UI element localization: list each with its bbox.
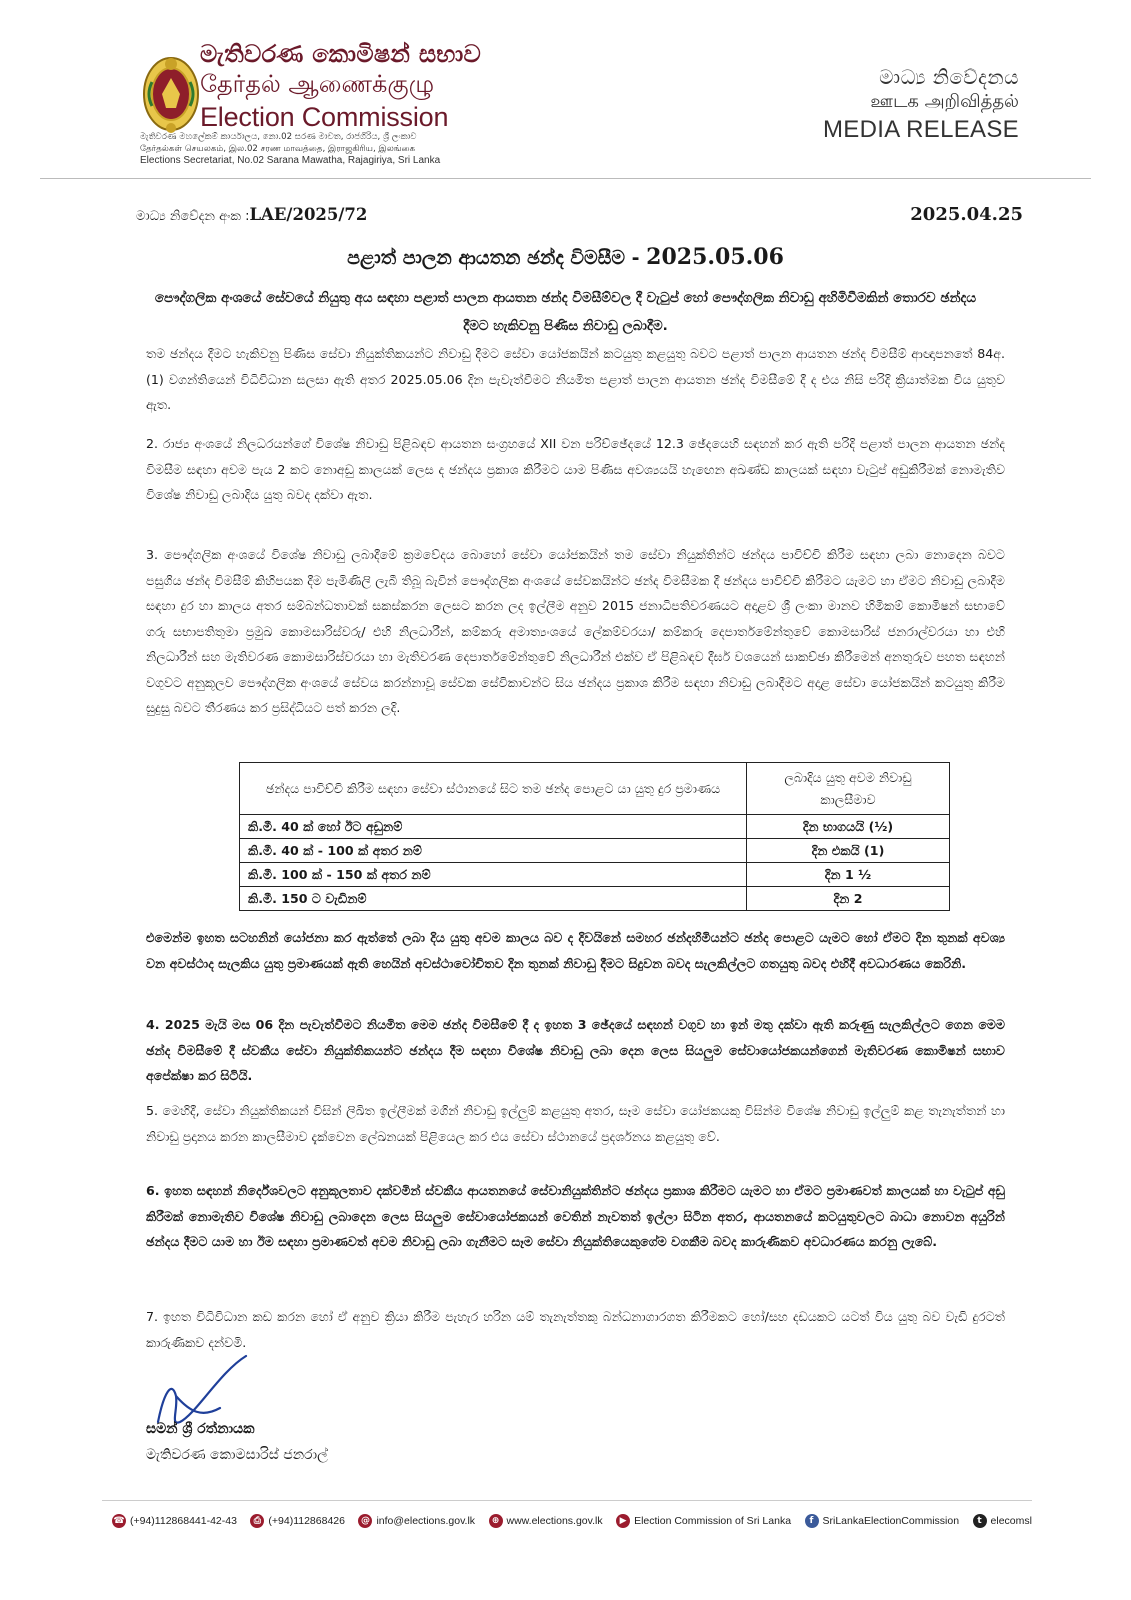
release-label-english: MEDIA RELEASE — [823, 116, 1019, 143]
twitter-icon: t — [973, 1514, 987, 1528]
table-cell-leave: දින භාගයයි (½) — [747, 815, 950, 839]
youtube-icon: ▶ — [616, 1514, 630, 1528]
footer-twitter-text: elecomsl — [990, 1515, 1032, 1527]
page-title — [0, 244, 1131, 270]
paragraph-3: 3. පෞද්ගලික අංශයේ විශේෂ නිවාඩු ලබාදීමේ ක්‍රමවේදය බොහෝ සේවා යෝජකයින් තම සේවා නියුක්තින්ට ඡන්දය පාවිච්චි කිරීම සඳහා ලබා නොදෙන බවට පසුගිය ඡන්ද විමසීම් කිහිපයක දීම පැමිණිලි ලැබී තිබූ බැවින් පෞද්ගලික අංශයේ සේවකයින්ට ඡන්ද විමසීමක දී ඡන්දය පාවිච්චි කිරීමට යැමට හා ඒමට නිවාඩු ලබාදීම සඳහා දුර හා කාලය අතර සම්බන්ධතාවක් සකස්කරන ලෙසට කරන ලද ඉල්ලීම අනුව 2015 ජනාධිපතිවරණයට අදාළව ශ්‍රී ලංකා මානව හිමිකම් කොමිෂන් සභාවේ ගරු සභාපතිතුමා ප්‍රමුඛ කොමසාරිස්වරු/ එහි නිලධාරීන්, කම්කරු අමාත්‍යංශයේ ලේකම්වරයා/ කම්කරු දෙපාර්තමේන්තුවේ කොමසාරිස් ජනරාල්වරයා හා එහි නිලධාරීන් සහ මැතිවරණ කොමසාරිස්වරයා හා මැතිවරණ දෙපාර්තමේන්තුවේ නිලධාරීන් එක්ව ඒ පිළිබඳව දීර්ඝ වශයෙන් සාකච්ඡා කිරීමෙන් අනතුරුව පහත සඳහන් වගුවට අනුකූලව පෞද්ගලික අංශයේ සේවය කරන්නාවූ සේවක සේවිකාවන්ට සිය ඡන්දය ප්‍රකාශ කිරීම සඳහා නිවාඩු ලබාදීමට අදාළ සේවා යෝජකයින් කටයුතු කිරීම සුදුසු බවට තීරණය කර ප්‍රසිද්ධියට පත් කරන ලදි. — [146, 547, 1005, 715]
org-name-tamil: தேர்தல் ஆணைக்குழு — [200, 70, 435, 98]
paragraph-7: 7. ඉහත විධිවිධාන කඩ කරන හෝ ඒ අනුව ක්‍රියා කිරීම පැහැර හරින යම් තැනැත්තකු බන්ධනාගාරගත කිරීමකට හෝ/සහ දඩයකට යටත් විය යුතු බව වැඩි දුරටත් කාරුණිකව දන්වමි. — [146, 1309, 1005, 1350]
paragraph-1: තම ඡන්දය දීමට හැකිවනු පිණිස සේවා නියුක්තිකයන්ට නිවාඩු දීමට සේවා යෝජකයින් කටයුතු කළයුතු බවට පළාත් පාලන ආයතන ඡන්ද විමසීම් ආඥාපනතේ 84අ. (1) වගන්තියෙන් විධිවිධාන සලසා ඇති අතර 2025.05.06 දින පැවැත්වීමට නියමිත පළාත් පාලන ආයතන ඡන්ද විමසීමේ දී ද එය නිසි පරිදි ක්‍රියාත්මක විය යුතුව ඇත. — [146, 346, 1005, 412]
footer-facebook[interactable] — [805, 1514, 960, 1528]
paragraph-note: එමෙන්ම ඉහත සටහනින් යෝජනා කර ඇත්තේ ලබා දිය යුතු අවම කාලය බව ද දිවයිනේ සමහර ඡන්දහිමියන්ට ඡන්ද පොළට යැමට හෝ ඒමට දින තුනක් අවශ්‍ය වන අවස්ථාද සැලකිය යුතු ප්‍රමාණයක් ඇති හෙයින් අවස්ථාවෝචිතව දින තුනක් නිවාඩු දීමට සිදුවන බවද සැලකිල්ලට ගතයුතු බවද එහිදී අවධාරණය කෙරිනි. — [146, 930, 1005, 971]
release-date: 2025.04.25 — [910, 204, 1023, 225]
table-header-distance: ඡන්දය පාවිච්චි කිරීම සඳහා සේවා ස්ථානයේ සිට තම ඡන්ද පොළට යා යුතු දුර ප්‍රමාණය — [240, 763, 747, 815]
footer-phone-text: (+94)112868441-42-43 — [130, 1515, 237, 1527]
globe-icon: ⊕ — [489, 1514, 503, 1528]
release-label-sinhala: මාධ්‍ය නිවේදනය — [879, 65, 1019, 89]
title-date: 2025.05.06 — [646, 244, 784, 270]
release-label-block — [823, 65, 1019, 144]
table-header-row — [240, 763, 950, 815]
signatory-designation: මැතිවරණ කොමසාරිස් ජනරාල් — [146, 1447, 328, 1463]
footer-email[interactable] — [358, 1514, 475, 1528]
title-text: පළාත් පාලන ආයතන ඡන්ද විමසීම - — [347, 247, 647, 269]
signatory-name: සමන් ශ්‍රී රත්නායක — [146, 1421, 255, 1437]
address-english: Elections Secretariat, No.02 Sarana Mawatha, Rajagiriya, Sri Lanka — [140, 155, 441, 166]
email-icon: @ — [358, 1514, 372, 1528]
table-cell-leave: දින එකයි (1) — [747, 839, 950, 863]
address-block — [140, 131, 440, 167]
address-sinhala: මැතිවරණ මහලේකම් කාර්යාලය, නො.02 සරණ මාවත, රාජගිරිය, ශ්‍රී ලංකාව — [140, 132, 417, 142]
footer-email-text: info@elections.gov.lk — [376, 1515, 476, 1527]
footer-fax-text: (+94)112868426 — [268, 1515, 345, 1527]
release-label-tamil: ஊடக அறிவித்தல் — [870, 91, 1019, 112]
paragraph-6: 6. ඉහත සඳහන් නිර්දේශවලට අනුකූලතාව දක්වමින් ස්වකීය ආයතනයේ සේවානියුක්තින්ට ඡන්දය ප්‍රකාශ කිරීමට යැමට හා ඒමට ප්‍රමාණවත් කාලයක් හා වැටුප් අඩු කිරීමක් නොමැතිව විශේෂ නිවාඩු ලබාදෙන ලෙස සියලුම සේවායෝජකයන් වෙතින් නැවතත් ඉල්ලා සිටින අතර, ආයතනයේ කටයුතුවලට බාධා නොවන අයුරින් ඡන්දය දීමට යාම හා ඊම සඳහා ප්‍රමාණවත් අවම නිවාඩු ලබා ගැනීමට සෑම සේවා නියුක්තියෙකුගේම වගකීම බවද කාරුණිකව අවධාරණය කරනු ලැබේ. — [146, 1183, 1005, 1249]
table-cell-distance: කි.මී. 150 ට වැඩිනම් — [240, 887, 747, 911]
reference-number: LAE/2025/72 — [249, 205, 368, 224]
table-cell-leave: දින 1 ½ — [747, 863, 950, 887]
table-row — [240, 863, 950, 887]
footer-twitter[interactable] — [973, 1514, 1032, 1528]
facebook-icon: f — [805, 1514, 819, 1528]
org-name-english: Election Commission — [200, 102, 449, 132]
footer-phone[interactable] — [112, 1514, 237, 1528]
footer-facebook-text: SriLankaElectionCommission — [822, 1515, 960, 1527]
footer-website[interactable] — [489, 1514, 603, 1528]
fax-icon: ⎙ — [250, 1514, 264, 1528]
footer-divider — [102, 1500, 1032, 1501]
table-cell-distance: කි.මී. 40 ක් - 100 ක් අතර නම් — [240, 839, 747, 863]
table-header-leave: ලබාදිය යුතු අවම නිවාඩු කාලසීමාව — [747, 763, 950, 815]
leave-distance-table — [239, 762, 950, 911]
org-name-block — [200, 40, 481, 133]
table-row — [240, 815, 950, 839]
reference-label: මාධ්‍ය නිවේදන අංක : — [136, 209, 250, 224]
header-divider — [40, 178, 1091, 179]
footer-youtube-text: Election Commission of Sri Lanka — [634, 1515, 792, 1527]
paragraph-2: 2. රාජ්‍ය අංශයේ නිලධරයන්ගේ විශේෂ නිවාඩු පිළිබඳව ආයතන සංග්‍රහයේ XII වන පරිච්ඡේදයේ 12.3 ඡේදයෙහි සඳහන් කර ඇති පරිදි පළාත් පාලන ආයතන ඡන්ද විමසීම සඳහා අවම පැය 2 කට නොඅඩු කාලයක් ලෙස ද ඡන්දය ප්‍රකාශ කිරීමට යාම පිණිස අවශ්‍යයයි හැඟෙන අඛණ්ඩ කාලයක් සඳහා වැටුප් අඩුකිරීමක් නොමැතිව විශේෂ නිවාඩු ලබාදිය යුතු බවද දක්වා ඇත. — [146, 436, 1005, 502]
phone-icon: ☎ — [113, 1516, 125, 1526]
footer-website-text: www.elections.gov.lk — [506, 1515, 603, 1527]
page-subtitle: පෞද්ගලික අංශයේ සේවයේ නියුතු අය සඳහා පළාත් පාලන ආයතන ඡන්ද විමසීම්වල දී වැටුප් හෝ පෞද්ගලික නිවාඩු අහිමිවීමකින් තොරව ඡන්දය දීමට හැකිවනු පිණිස නිවාඩු ලබාදීම. — [154, 290, 977, 334]
footer-fax[interactable] — [250, 1514, 345, 1528]
table-row — [240, 839, 950, 863]
paragraph-4: 4. 2025 මැයි මස 06 දින පැවැත්වීමට නියමිත මෙම ඡන්ද විමසීමේ දී ද ඉහත 3 ඡේදයේ සඳහන් වගුව හා ඉන් මතු දක්වා ඇති කරුණු සැලකිල්ලට ගෙන මෙම ඡන්ද විමසීමේ දී ස්වකීය සේවා නියුක්තිකයන්ට ඡන්දය දීම සඳහා විශේෂ නිවාඩු ලබා දෙන ලෙස සියලුම සේවායෝජකයන්ගෙන් මැතිවරණ කොමිෂන් සභාව අපේක්ෂා කර සිටියි. — [146, 1017, 1005, 1083]
paragraph-5: 5. මෙහිදී, සේවා නියුක්තිකයන් විසින් ලිඛිත ඉල්ලීමක් මගින් නිවාඩු ඉල්ලුම් කළයුතු අතර, සෑම සේවා යෝජකයකු විසින්ම විශේෂ නිවාඩු ඉල්ලුම් කළ තැනැත්තන් හා නිවාඩු ප්‍රදානය කරන කාලසීමාව දැක්වෙන ලේඛනයක් පිළියෙල කර එය සේවා ස්ථානයේ ප්‍රදර්ශනය කළයුතු වේ. — [146, 1103, 1005, 1144]
org-name-sinhala: මැතිවරණ කොමිෂන් සභාව — [200, 40, 482, 68]
table-cell-distance: කි.මී. 100 ක් - 150 ක් අතර නම් — [240, 863, 747, 887]
address-tamil: தேர்தல்கள் செயலகம், இல.02 சரண மாவத்தை, இராஜகிரிய, இலங்கை — [140, 144, 416, 154]
contact-footer — [112, 1514, 1032, 1528]
table-cell-distance: කි.මී. 40 ක් හෝ ඊට අඩුනම් — [240, 815, 747, 839]
reference-line — [136, 205, 367, 224]
table-cell-leave: දින 2 — [747, 887, 950, 911]
table-row — [240, 887, 950, 911]
footer-youtube[interactable] — [616, 1514, 791, 1528]
